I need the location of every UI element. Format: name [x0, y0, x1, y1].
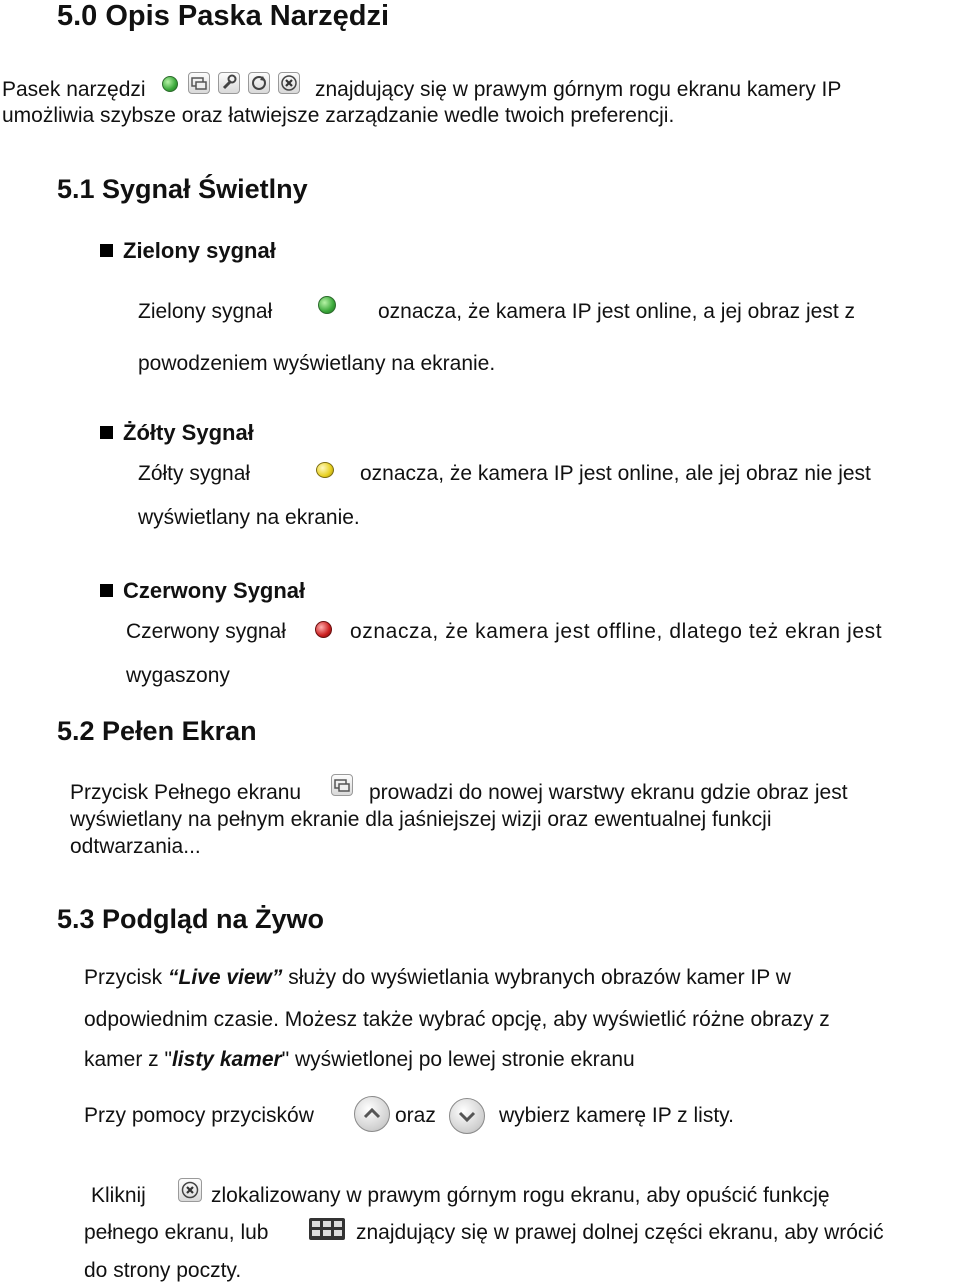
fullscreen-line1a: Przycisk Pełnego ekranu — [70, 781, 302, 804]
buttons-text-end: wybierz kamerę IP z listy. — [499, 1104, 734, 1127]
toolbar — [160, 70, 310, 98]
green-label: Zielony sygnał — [138, 300, 273, 323]
red-desc-text — [350, 620, 958, 644]
click-text: Kliknij — [91, 1184, 146, 1207]
bullet-icon — [100, 426, 113, 439]
live-p1-end: służy do wyświetlania wybranych obrazów kamer IP w — [282, 966, 791, 989]
red-desc — [350, 620, 958, 644]
yellow-signal-icon — [316, 462, 334, 478]
red-desc-cont: wygaszony — [126, 664, 230, 687]
live-paragraph-line1 — [84, 966, 791, 990]
red-signal-icon — [315, 621, 332, 638]
yellow-heading — [100, 420, 254, 446]
yellow-label: Zółty sygnał — [138, 462, 251, 485]
bullet-icon — [100, 584, 113, 597]
green-desc: oznacza, że kamera IP jest online, a jej obraz jest z — [378, 300, 856, 323]
intro-text-end: znajdujący się w prawym górnym rogu ekranu kamery IP — [315, 78, 842, 101]
close-icon[interactable] — [178, 1178, 202, 1202]
fullscreen-icon[interactable] — [188, 72, 210, 94]
grid-icon[interactable] — [309, 1218, 345, 1240]
green-heading-text: Zielony sygnał — [123, 238, 276, 263]
fullscreen-exit-text: pełnego ekranu, lub — [84, 1221, 269, 1244]
red-heading — [100, 578, 305, 604]
arrow-down-icon[interactable] — [449, 1098, 485, 1134]
arrow-up-icon[interactable] — [354, 1096, 390, 1132]
yellow-heading-text: Żółty Sygnał — [123, 420, 254, 445]
yellow-desc: oznacza, że kamera IP jest online, ale jej obraz nie jest — [360, 462, 871, 485]
green-heading — [100, 238, 276, 264]
settings-icon[interactable] — [218, 72, 240, 94]
mail-page-text: do strony poczty. — [84, 1259, 242, 1282]
live-view-term: “Live view” — [168, 966, 283, 989]
fullscreen-line2: wyświetlany na pełnym ekranie dla jaśniejszej wizji oraz ewentualnej funkcji — [70, 808, 772, 831]
return-text: znajdujący się w prawej dolnej części ekranu, aby wrócić — [356, 1221, 884, 1244]
live-p3-start: kamer z " — [84, 1048, 172, 1071]
page-title: 5.0 Opis Paska Narzędzi — [57, 0, 390, 32]
buttons-text-start: Przy pomocy przycisków — [84, 1104, 314, 1127]
live-paragraph-line3 — [84, 1048, 635, 1072]
section-title-signal: 5.1 Sygnał Świetlny — [57, 174, 308, 204]
fullscreen-line1b: prowadzi do nowej warstwy ekranu gdzie obraz jest — [369, 781, 848, 804]
red-desc-line: oznacza, że kamera jest offline, dlatego też ekran jest — [350, 620, 883, 643]
section-title-live: 5.3 Podgląd na Żywo — [57, 904, 325, 934]
close-text: zlokalizowany w prawym górnym rogu ekranu, aby opuścić funkcję — [211, 1184, 830, 1207]
bullet-icon — [100, 244, 113, 257]
camera-list-term: listy kamer — [171, 1048, 282, 1071]
buttons-text-and: oraz — [395, 1104, 436, 1127]
intro-text-start: Pasek narzędzi — [2, 78, 146, 101]
green-signal-icon — [162, 76, 178, 92]
red-heading-text: Czerwony Sygnał — [123, 578, 306, 603]
close-icon[interactable] — [278, 72, 300, 94]
refresh-icon[interactable] — [248, 72, 270, 94]
live-p3-end: " wyświetlonej po lewej stronie ekranu — [281, 1048, 635, 1071]
green-signal-icon — [318, 296, 336, 314]
yellow-desc-cont: wyświetlany na ekranie. — [138, 506, 360, 529]
live-p1-start: Przycisk — [84, 966, 168, 989]
section-title-fullscreen: 5.2 Pełen Ekran — [57, 716, 257, 746]
red-label: Czerwony sygnał — [126, 620, 286, 643]
fullscreen-icon[interactable] — [331, 774, 353, 796]
intro-text-line2: umożliwia szybsze oraz łatwiejsze zarządzanie wedle twoich preferencji. — [2, 104, 675, 127]
live-paragraph-line2: odpowiednim czasie. Możesz także wybrać opcję, aby wyświetlić różne obrazy z — [84, 1008, 830, 1031]
green-desc-cont: powodzeniem wyświetlany na ekranie. — [138, 352, 496, 375]
fullscreen-line3: odtwarzania... — [70, 835, 201, 858]
